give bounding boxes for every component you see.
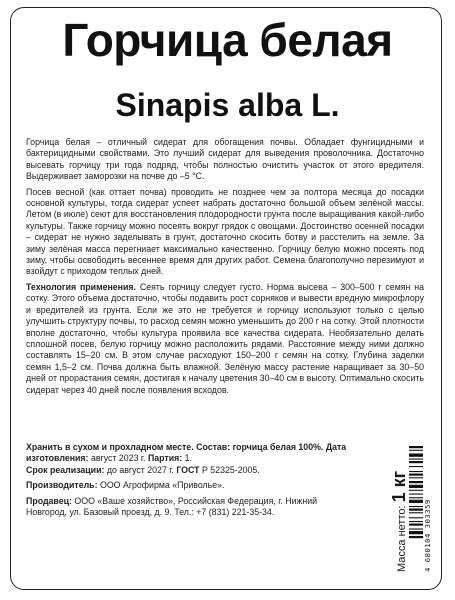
seller-label: Продавец:: [26, 495, 72, 506]
barcode-digits: 4 680104 303359: [423, 499, 432, 572]
date-label: Дата изготовления:: [26, 442, 347, 464]
technology-heading: Технология применения.: [26, 281, 136, 292]
barcode: [409, 444, 433, 572]
producer-label: Производитель:: [26, 480, 98, 491]
batch-value: 1.: [182, 453, 192, 464]
producer-value: ООО Агрофирма «Приволье».: [97, 480, 225, 491]
product-title: Горчица белая: [62, 14, 393, 66]
net-mass-label: Масса нетто:: [396, 505, 408, 572]
expiry-label: Срок реализации:: [26, 464, 105, 475]
storage-line: [26, 442, 356, 476]
net-mass-rotated: [389, 442, 410, 572]
storage-text: Хранить в сухом и прохладном месте.: [26, 442, 197, 452]
description: [26, 137, 424, 400]
paragraph-technology: [26, 282, 424, 396]
net-mass: [389, 442, 411, 572]
latin-name: Sinapis alba L.: [115, 87, 340, 123]
gost-value: Р 52325-2005.: [199, 464, 260, 475]
net-mass-value: 1 кг: [389, 470, 409, 503]
composition-value: горчица белая 100%.: [230, 442, 326, 452]
technology-text: Сеять горчицу следует густо. Норма высева – 300–500 г семян на сотку. Этого объема достаточно, чтобы подавить рост сорняков и вывести вредную микрофлору и вредителей из грунта. Если же это не требуется и горчицу используют только с целью улучшить структуру почвы, то расход семян можно уменьшить до 200 г на сотку. Этой плотности вполне достаточно, чтобы культура проявила все качества сидерата. Необязательно делать сплошной посев, белую горчицу можно расположить рядами. Расстояние между ними должно составлять 15–20 см. В этом случае расходуют 150–200 г семян на сотку. Глубина заделки семян 1,5–2 см. Почва должна быть влажной. Зелёную массу растение наращивает за 30–50 дней от прорастания семян, достигая к началу цветения 30–40 см в высоту. Оптимально скосить сидерат через 40 дней после появления всходов.: [26, 281, 424, 395]
seller-value: ООО «Ваше хозяйство», Российская Федерация, г. Нижний Новгород, ул. Базовый проезд, д. 9. Тел.: +7 (831) 221-35-34.: [26, 495, 318, 518]
gost-label: ГОСТ: [176, 464, 200, 475]
product-details: [26, 442, 356, 522]
expiry-value: до август 2027 г.: [104, 464, 177, 475]
seller-line: [26, 496, 356, 519]
batch-label: Партия:: [147, 453, 183, 464]
composition-label: Состав:: [196, 442, 231, 452]
paragraph-intro: Горчица белая – отличный сидерат для обогащения почвы. Обладает фунгицидными и бактерицидными свойствами. Это лучший сидерат для выведения проволочника. Достаточно высевать горчицу три года подряд, чтобы полностью очистить участок от этого вредителя. Выдерживает заморозки на почве до –5 °С.: [26, 137, 424, 182]
producer-line: [26, 480, 356, 491]
date-value: август 2023 г.: [88, 453, 148, 464]
paragraph-sowing: Посев весной (как оттает почва) проводить не позднее чем за полтора месяца до посадки основной культуры, тогда сидерат успеет набрать достаточно большой объем зелёной массы. Летом (в июле) сеют для восстановления плодородности грунта после выращивания какой-либо культуры. Также горчицу можно посеять вокруг грядок с овощами. Достоинство осенней посадки – сидерат не нужно заделывать в грунт, достаточно скосить ботву и расстелить на земле. За зиму зелёная масса перегниает максимально качественно. Горчицу белую можно посеять под зиму, чтобы освободить весеннее время для других работ. Семена благополучно перезимуют и взойдут с приходом теплых дней.: [26, 186, 424, 277]
side-panel: [385, 442, 435, 572]
